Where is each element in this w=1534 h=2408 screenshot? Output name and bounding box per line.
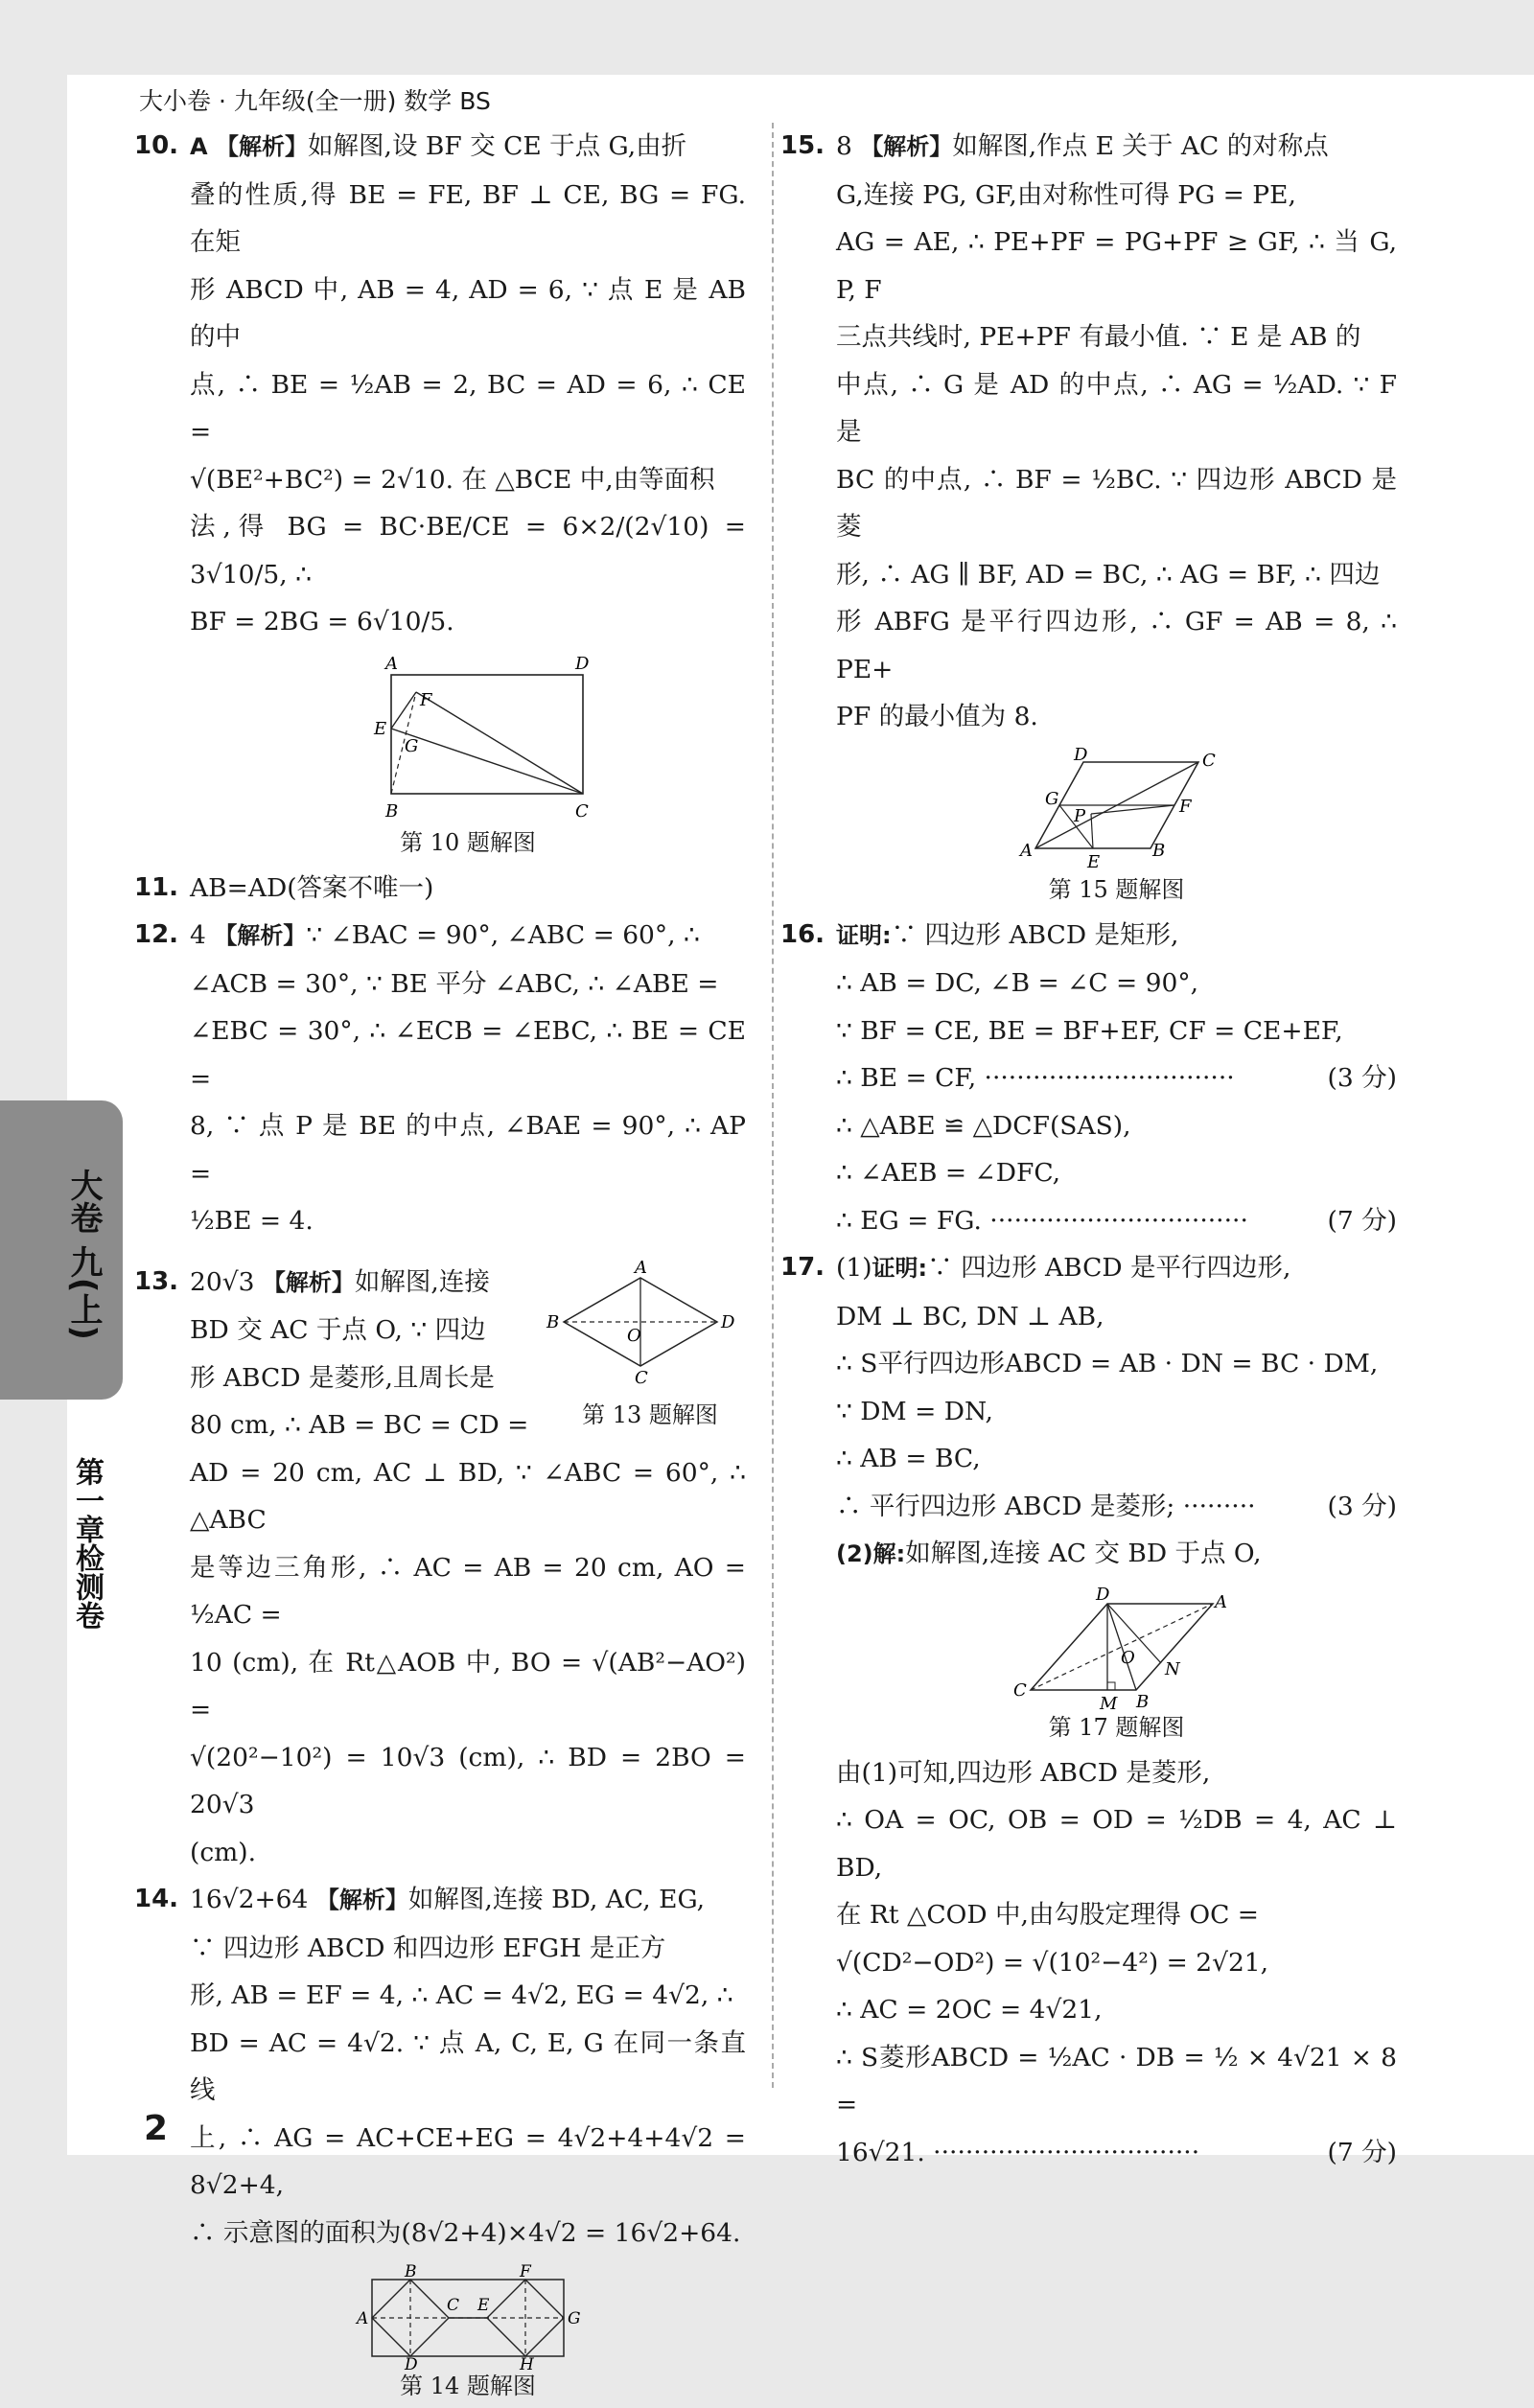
q14-line: 上, ∴ AG = AC+CE+EG = 4√2+4+4√2 = 8√2+4, xyxy=(190,2122,746,2200)
figure-q17 xyxy=(1002,1584,1232,1714)
q13-tag: 【解析】 xyxy=(262,1268,355,1296)
f17-label: C xyxy=(1012,1679,1027,1701)
q15-line: 中点, ∴ G 是 AD 的中点, ∴ AG = ½AD. ∵ F 是 xyxy=(836,369,1397,447)
figure-q13 xyxy=(546,1257,746,1388)
f17-label: M xyxy=(1099,1693,1117,1714)
q16-line: ∴ △ABE ≌ △DCF(SAS), xyxy=(836,1110,1131,1141)
q13-line: √(20²−10²) = 10√3 (cm), ∴ BD = 2BO = 20√3 xyxy=(190,1742,746,1819)
left-column xyxy=(134,123,746,2408)
f17-label: N xyxy=(1164,1658,1180,1679)
f10-label: D xyxy=(575,653,590,674)
q17-line: ∴ S平行四边形ABCD = AB · DN = BC · DM, xyxy=(836,1349,1379,1378)
q14-number: 14. xyxy=(134,1885,179,1913)
f17-label: A xyxy=(1214,1591,1227,1612)
q17-line: 如解图,连接 AC 交 BD 于点 O, xyxy=(905,1539,1262,1568)
f14-label: A xyxy=(357,2309,369,2328)
q15-line: AG = AE, ∴ PE+PF = PG+PF ≥ GF, ∴ 当 G, P, F xyxy=(836,227,1397,305)
question-10 xyxy=(134,123,746,859)
q12-line: ∠ACB = 30°, ∵ BE 平分 ∠ABC, ∴ ∠ABE = xyxy=(190,968,719,999)
q13-figure-wrap xyxy=(546,1257,746,1438)
q14-answer: 16√2+64 xyxy=(190,1885,309,1914)
f14-label: B xyxy=(405,2262,417,2281)
q12-tag: 【解析】 xyxy=(214,922,307,949)
q10-line: 法,得 BG = BC·BE/CE = 6×2/(2√10) = 3√10/5, ∴ xyxy=(190,512,746,590)
q16-number: 16. xyxy=(780,919,825,949)
f15-label: F xyxy=(1178,796,1191,817)
f10-label: A xyxy=(385,653,398,674)
f15-label: E xyxy=(1086,851,1100,872)
q17-caption: 第 17 题解图 xyxy=(1048,1713,1185,1741)
q13-line: 10 (cm), 在 Rt△AOB 中, BO = √(AB²−AO²) = xyxy=(190,1647,746,1725)
q11-number: 11. xyxy=(134,872,179,902)
question-17 xyxy=(780,1244,1397,2176)
f15-label: C xyxy=(1201,750,1216,771)
q15-caption: 第 15 题解图 xyxy=(1048,875,1185,903)
q10-line: 叠的性质,得 BE = FE, BF ⊥ CE, BG = FG. 在矩 xyxy=(190,179,746,257)
question-14 xyxy=(134,1876,746,2402)
q12-line: ∠EBC = 30°, ∴ ∠ECB = ∠EBC, ∴ BE = CE = xyxy=(190,1016,746,1094)
q15-line: G,连接 PG, GF,由对称性可得 PG = PE, xyxy=(836,179,1296,210)
q14-line: ∴ 示意图的面积为(8√2+4)×4√2 = 16√2+64. xyxy=(190,2217,741,2248)
f13-label: O xyxy=(627,1325,641,1346)
q10-line: 形 ABCD 中, AB = 4, AD = 6, ∵ 点 E 是 AB 的中 xyxy=(190,274,746,352)
q16-line: ∵ 四边形 ABCD 是矩形, xyxy=(891,919,1179,950)
q17-line: ∴ OA = OC, OB = OD = ½DB = 4, AC ⊥ BD, xyxy=(836,1805,1397,1883)
question-16 xyxy=(780,912,1397,1245)
f15-label: G xyxy=(1044,788,1058,809)
right-column xyxy=(780,123,1397,2176)
f10-label: B xyxy=(385,800,399,822)
q13-line: BD 交 AC 于点 O, ∵ 四边 xyxy=(190,1315,486,1345)
f14-label: C xyxy=(447,2296,460,2315)
f13-label: A xyxy=(635,1257,647,1278)
q17-line: DM ⊥ BC, DN ⊥ AB, xyxy=(836,1301,1104,1331)
q17-score: (7 分) xyxy=(1327,2137,1397,2167)
q17-line: ∴ S菱形ABCD = ½AC · DB = ½ × 4√21 × 8 = xyxy=(836,2042,1397,2119)
question-13 xyxy=(134,1257,746,1877)
q14-line: BD = AC = 4√2. ∵ 点 A, C, E, G 在同一条直线 xyxy=(190,2027,746,2105)
q15-answer: 8 xyxy=(836,131,852,161)
q17-tag: 证明: xyxy=(872,1255,928,1282)
q17-part1: (1) xyxy=(836,1253,872,1283)
q16-line: ∵ BF = CE, BE = BF+EF, CF = CE+EF, xyxy=(836,1015,1343,1046)
q17-line: 16√21. ································· xyxy=(836,2137,1200,2167)
page-number: 2 xyxy=(144,2109,169,2148)
q10-tag: 【解析】 xyxy=(216,133,309,160)
q17-line: ∴ AC = 2OC = 4√21, xyxy=(836,1995,1103,2025)
q12-number: 12. xyxy=(134,920,179,949)
q10-caption: 第 10 题解图 xyxy=(400,828,536,856)
q17-number: 17. xyxy=(780,1253,825,1282)
q10-line: 如解图,设 BF 交 CE 于点 G,由折 xyxy=(308,131,687,161)
question-15 xyxy=(780,123,1397,906)
f15-label: B xyxy=(1151,840,1165,861)
f14-label: F xyxy=(520,2262,531,2281)
q15-line: BC 的中点, ∴ BF = ½BC. ∵ 四边形 ABCD 是菱 xyxy=(836,464,1397,542)
f13-label: D xyxy=(721,1311,735,1332)
q15-line: 三点共线时, PE+PF 有最小值. ∵ E 是 AB 的 xyxy=(836,322,1361,352)
q15-line: 如解图,作点 E 关于 AC 的对称点 xyxy=(952,131,1329,161)
q13-number: 13. xyxy=(134,1266,179,1296)
q14-tag: 【解析】 xyxy=(315,1887,408,1913)
q13-line: AD = 20 cm, AC ⊥ BD, ∵ ∠ABC = 60°, ∴ △ABC xyxy=(190,1457,746,1535)
q17-line: 由(1)可知,四边形 ABCD 是菱形, xyxy=(836,1757,1211,1788)
q16-line: ∴ ∠AEB = ∠DFC, xyxy=(836,1158,1061,1188)
f17-label: O xyxy=(1120,1647,1135,1668)
column-divider xyxy=(772,123,774,2088)
question-12 xyxy=(134,912,746,1245)
q13-line: (cm). xyxy=(190,1837,257,1867)
q17-part2: (2)解: xyxy=(836,1540,906,1567)
q12-line: ½BE = 4. xyxy=(190,1206,314,1236)
q16-line: ∴ EG = FG. ································ xyxy=(836,1205,1248,1236)
f14-label: H xyxy=(520,2355,534,2374)
side-tab-bottom: 第一章检测卷 xyxy=(70,1457,104,1630)
q14-caption: 第 14 题解图 xyxy=(400,2373,536,2399)
q13-line: 如解图,连接 xyxy=(354,1266,490,1297)
q17-line: ∵ DM = DN, xyxy=(836,1396,993,1426)
q12-line: 8, ∵ 点 P 是 BE 的中点, ∠BAE = 90°, ∴ AP = xyxy=(190,1111,746,1189)
f10-label: G xyxy=(405,735,419,756)
q15-line: 形, ∴ AG ∥ BF, AD = BC, ∴ AG = BF, ∴ 四边 xyxy=(836,559,1381,590)
q16-line: ∴ AB = DC, ∠B = ∠C = 90°, xyxy=(836,968,1199,998)
q17-line: ∵ 四边形 ABCD 是平行四边形, xyxy=(927,1253,1291,1283)
f10-label: F xyxy=(420,689,432,710)
q13-line: 80 cm, ∴ AB = BC = CD = xyxy=(190,1410,529,1440)
q12-line: ∵ ∠BAC = 90°, ∠ABC = 60°, ∴ xyxy=(306,920,700,950)
q17-score: (3 分) xyxy=(1327,1491,1397,1521)
q15-number: 15. xyxy=(780,131,825,160)
f13-label: C xyxy=(635,1367,648,1388)
q16-line: ∴ BE = CF, ······························· xyxy=(836,1063,1235,1093)
q16-score: (3 分) xyxy=(1327,1063,1397,1093)
q15-line: 形 ABFG 是平行四边形, ∴ GF = AB = 8, ∴ PE+ xyxy=(836,607,1397,684)
q10-line: BF = 2BG = 6√10/5. xyxy=(190,607,454,637)
q13-answer: 20√3 xyxy=(190,1266,255,1297)
running-header: 大小卷 · 九年级(全一册) 数学 BS xyxy=(139,87,491,115)
figure-q14 xyxy=(353,2262,583,2374)
q10-number: 10. xyxy=(134,131,179,160)
q17-line: √(CD²−OD²) = √(10²−4²) = 2√21, xyxy=(836,1947,1269,1978)
figure-q15 xyxy=(1007,744,1227,873)
q14-line: 如解图,连接 BD, AC, EG, xyxy=(407,1885,706,1914)
f15-label: A xyxy=(1019,840,1033,861)
q14-line: 形, AB = EF = 4, ∴ AC = 4√2, EG = 4√2, ∴ xyxy=(190,1980,733,2010)
q17-line: ∴ AB = BC, xyxy=(836,1444,981,1473)
f10-label: C xyxy=(575,800,589,822)
q17-line: ∴ 平行四边形 ABCD 是菱形; ········· xyxy=(836,1491,1256,1521)
figure-q10 xyxy=(353,653,590,826)
question-11 xyxy=(134,865,746,913)
f17-label: B xyxy=(1135,1691,1149,1712)
q10-line: √(BE²+BC²) = 2√10. 在 △BCE 中,由等面积 xyxy=(190,464,715,495)
q16-score: (7 分) xyxy=(1327,1205,1397,1236)
q10-answer: A xyxy=(190,133,208,160)
q17-line: 在 Rt △COD 中,由勾股定理得 OC = xyxy=(836,1900,1259,1930)
f14-label: G xyxy=(568,2309,581,2328)
q14-line: ∵ 四边形 ABCD 和四边形 EFGH 是正方 xyxy=(190,1933,666,1963)
f13-label: B xyxy=(546,1311,560,1332)
q16-tag: 证明: xyxy=(836,921,892,949)
q13-caption: 第 13 题解图 xyxy=(582,1401,718,1428)
q15-tag: 【解析】 xyxy=(860,133,953,160)
q12-answer: 4 xyxy=(190,920,206,950)
side-tab-top: 大卷 九(上) xyxy=(64,1168,103,1340)
q13-line: 形 ABCD 是菱形,且周长是 xyxy=(190,1362,495,1393)
q10-line: 点, ∴ BE = ½AB = 2, BC = AD = 6, ∴ CE = xyxy=(190,369,746,447)
q13-line: 是等边三角形, ∴ AC = AB = 20 cm, AO = ½AC = xyxy=(190,1552,746,1630)
f14-label: E xyxy=(477,2296,490,2315)
q11-text: AB=AD(答案不唯一) xyxy=(190,872,434,903)
q15-line: PF 的最小值为 8. xyxy=(836,702,1038,731)
f15-label: D xyxy=(1073,744,1087,765)
f14-label: D xyxy=(405,2355,418,2374)
f17-label: D xyxy=(1095,1584,1109,1605)
f15-label: P xyxy=(1073,805,1085,826)
f10-label: E xyxy=(374,718,387,739)
